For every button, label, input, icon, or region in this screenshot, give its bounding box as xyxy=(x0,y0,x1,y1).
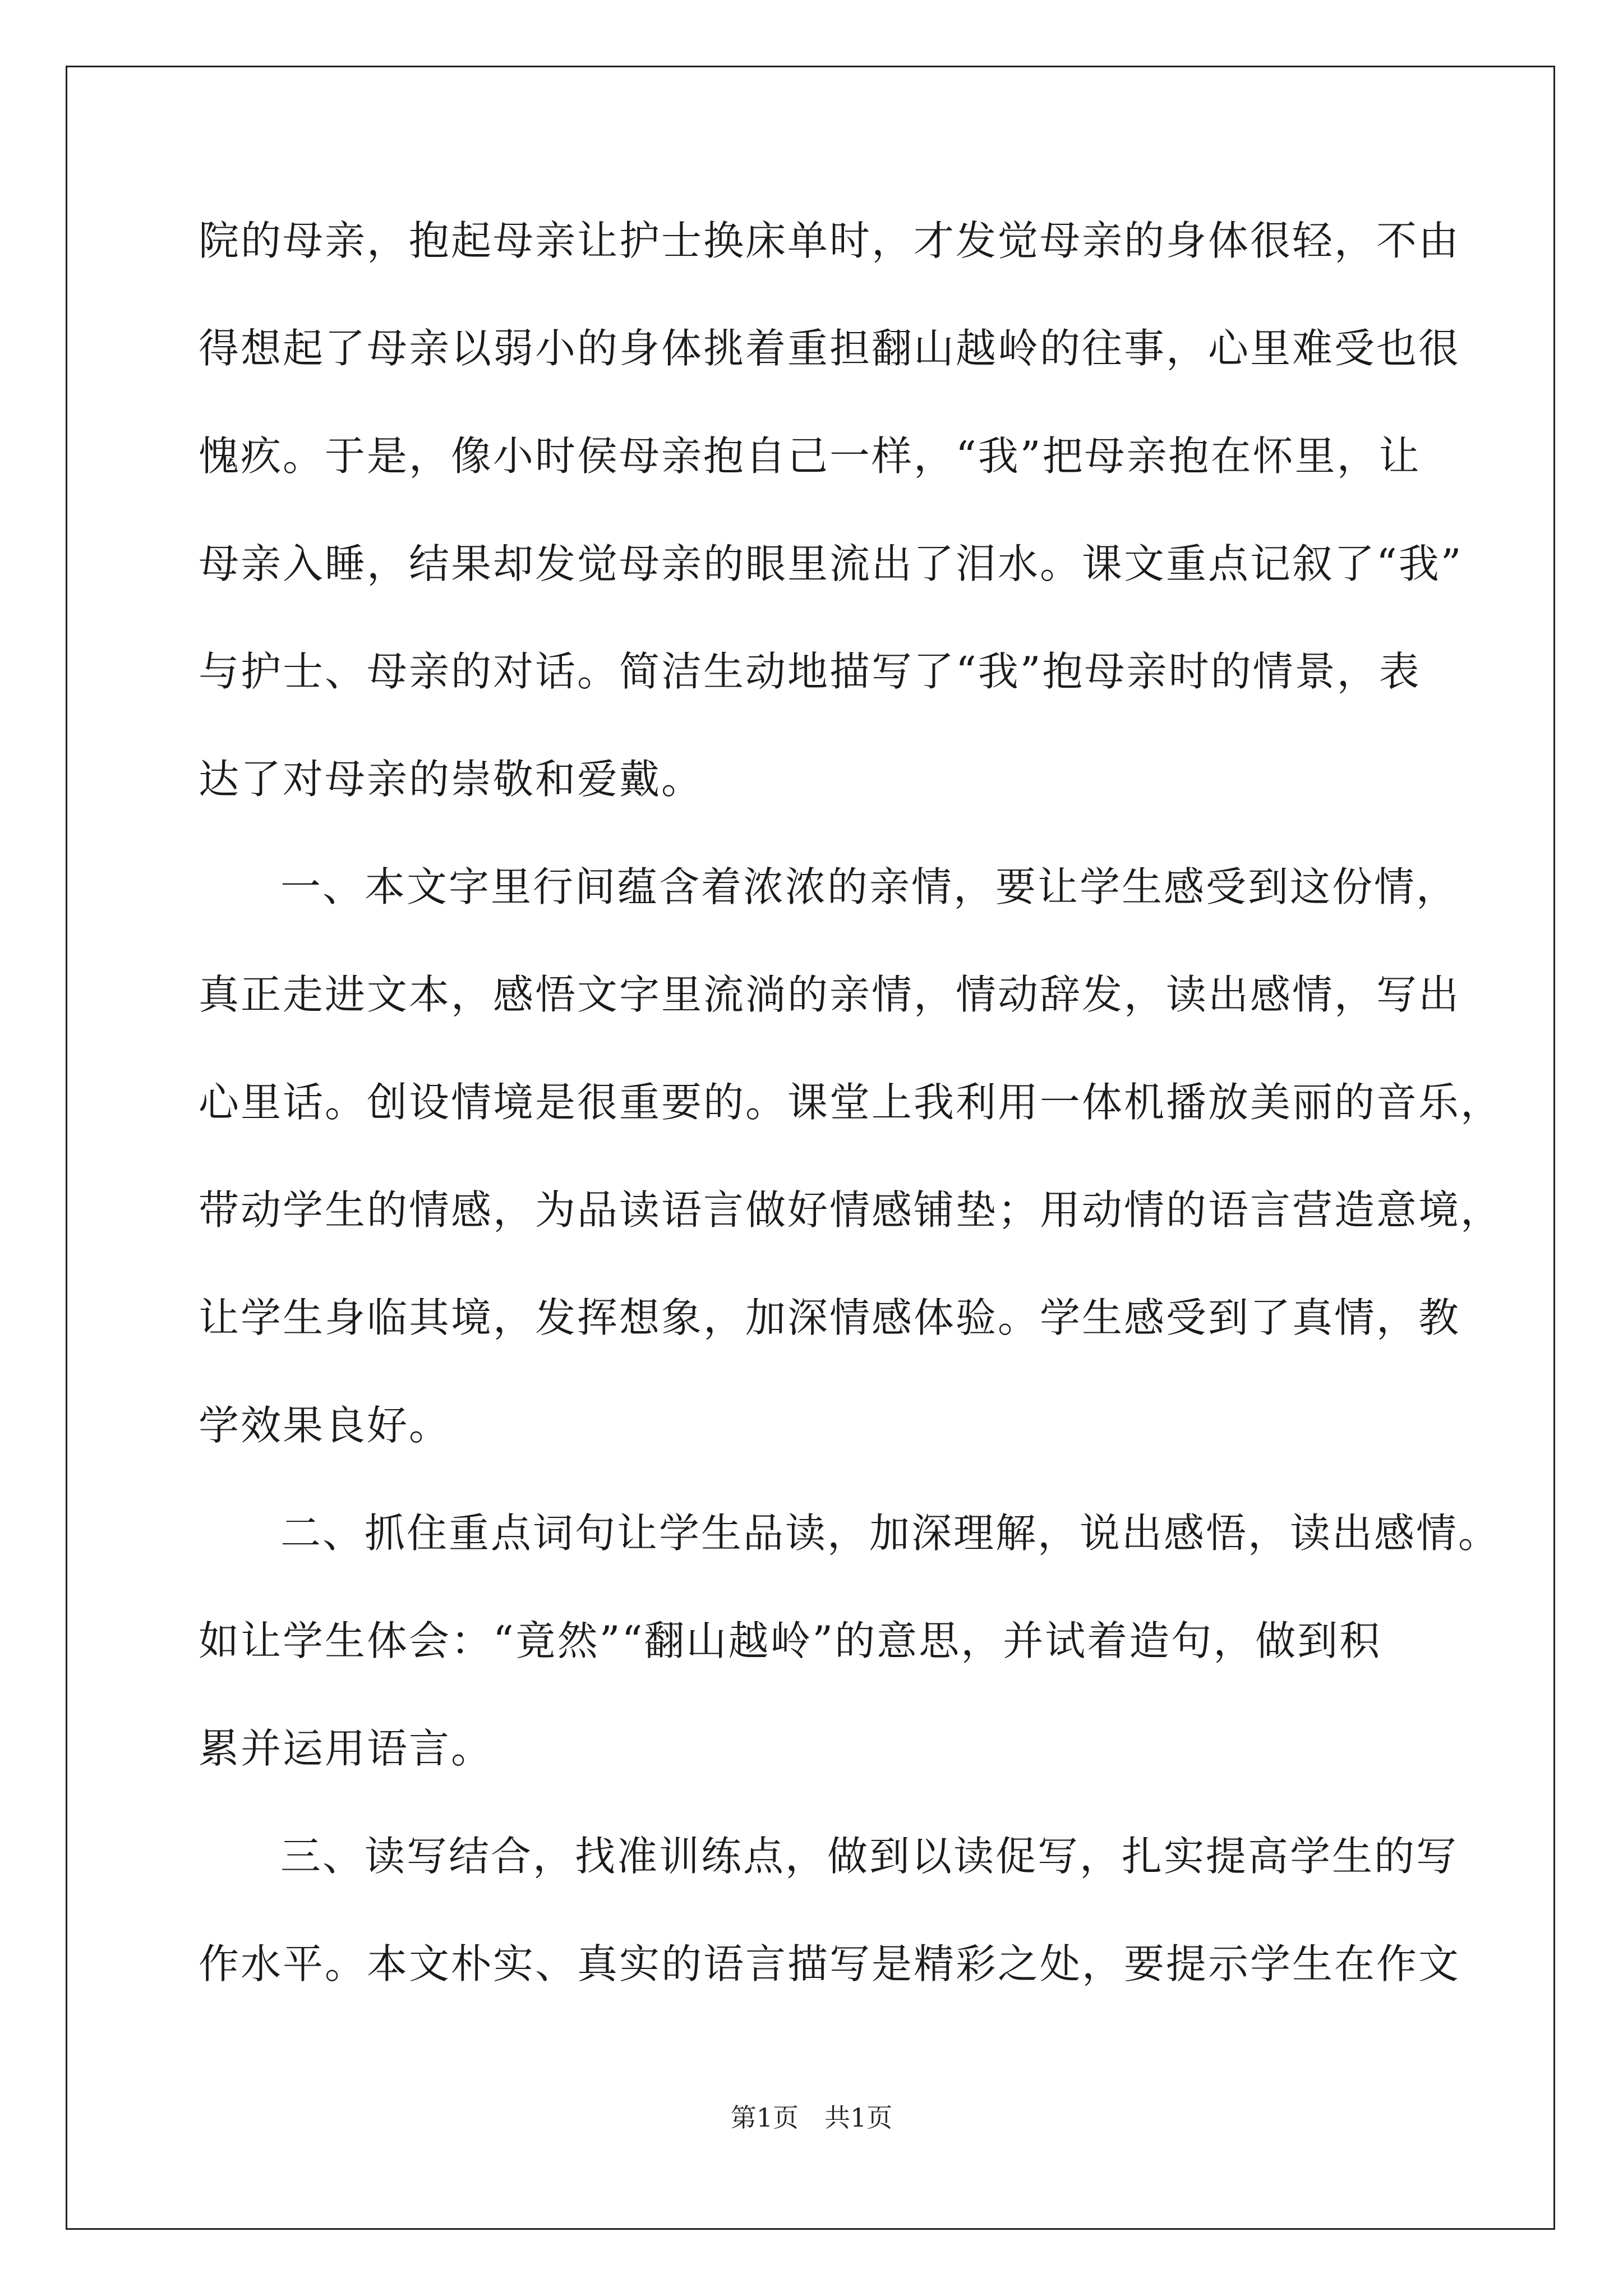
text-line: 母亲入睡，结果却发觉母亲的眼里流出了泪水。课文重点记叙了“我” xyxy=(199,540,1463,587)
text-line: 愧疚。于是，像小时侯母亲抱自己一样，“我”把母亲抱在怀里，让 xyxy=(199,432,1421,480)
paragraph-start-line: 二、抓住重点词句让学生品读，加深理解，说出感悟，读出感情。 xyxy=(280,1510,1501,1557)
paragraph-start-line: 一、本文字里行间蕴含着浓浓的亲情，要让学生感受到这份情， xyxy=(280,863,1459,910)
text-line: 达了对母亲的崇敬和爱戴。 xyxy=(199,756,704,803)
text-line: 心里话。创设情境是很重要的。课堂上我利用一体机播放美丽的音乐， xyxy=(199,1079,1503,1126)
text-line: 作水平。本文朴实、真实的语言描写是精彩之处，要提示学生在作文 xyxy=(199,1940,1461,1987)
text-line: 带动学生的情感，为品读语言做好情感铺垫；用动情的语言营造意境， xyxy=(199,1186,1503,1234)
document-body xyxy=(199,214,1503,2045)
text-line: 与护士、母亲的对话。简洁生动地描写了“我”抱母亲时的情景，表 xyxy=(199,648,1421,695)
text-line: 让学生身临其境，发挥想象，加深情感体验。学生感受到了真情，教 xyxy=(199,1294,1461,1341)
text-line: 院的母亲，抱起母亲让护士换床单时，才发觉母亲的身体很轻，不由 xyxy=(199,217,1461,264)
page-number-footer: 第1页 共1页 xyxy=(730,2102,893,2133)
text-line: 学效果良好。 xyxy=(199,1402,451,1449)
text-line: 得想起了母亲以弱小的身体挑着重担翻山越岭的往事，心里难受也很 xyxy=(199,325,1461,372)
paragraph-start-line: 三、读写结合，找准训练点，做到以读促写，扎实提高学生的写 xyxy=(280,1833,1459,1880)
text-line: 真正走进文本，感悟文字里流淌的亲情，情动辞发，读出感情，写出 xyxy=(199,971,1461,1018)
text-line: 如让学生体会：“竟然”“翻山越岭”的意思，并试着造句，做到积 xyxy=(199,1617,1382,1664)
text-line: 累并运用语言。 xyxy=(199,1725,494,1772)
